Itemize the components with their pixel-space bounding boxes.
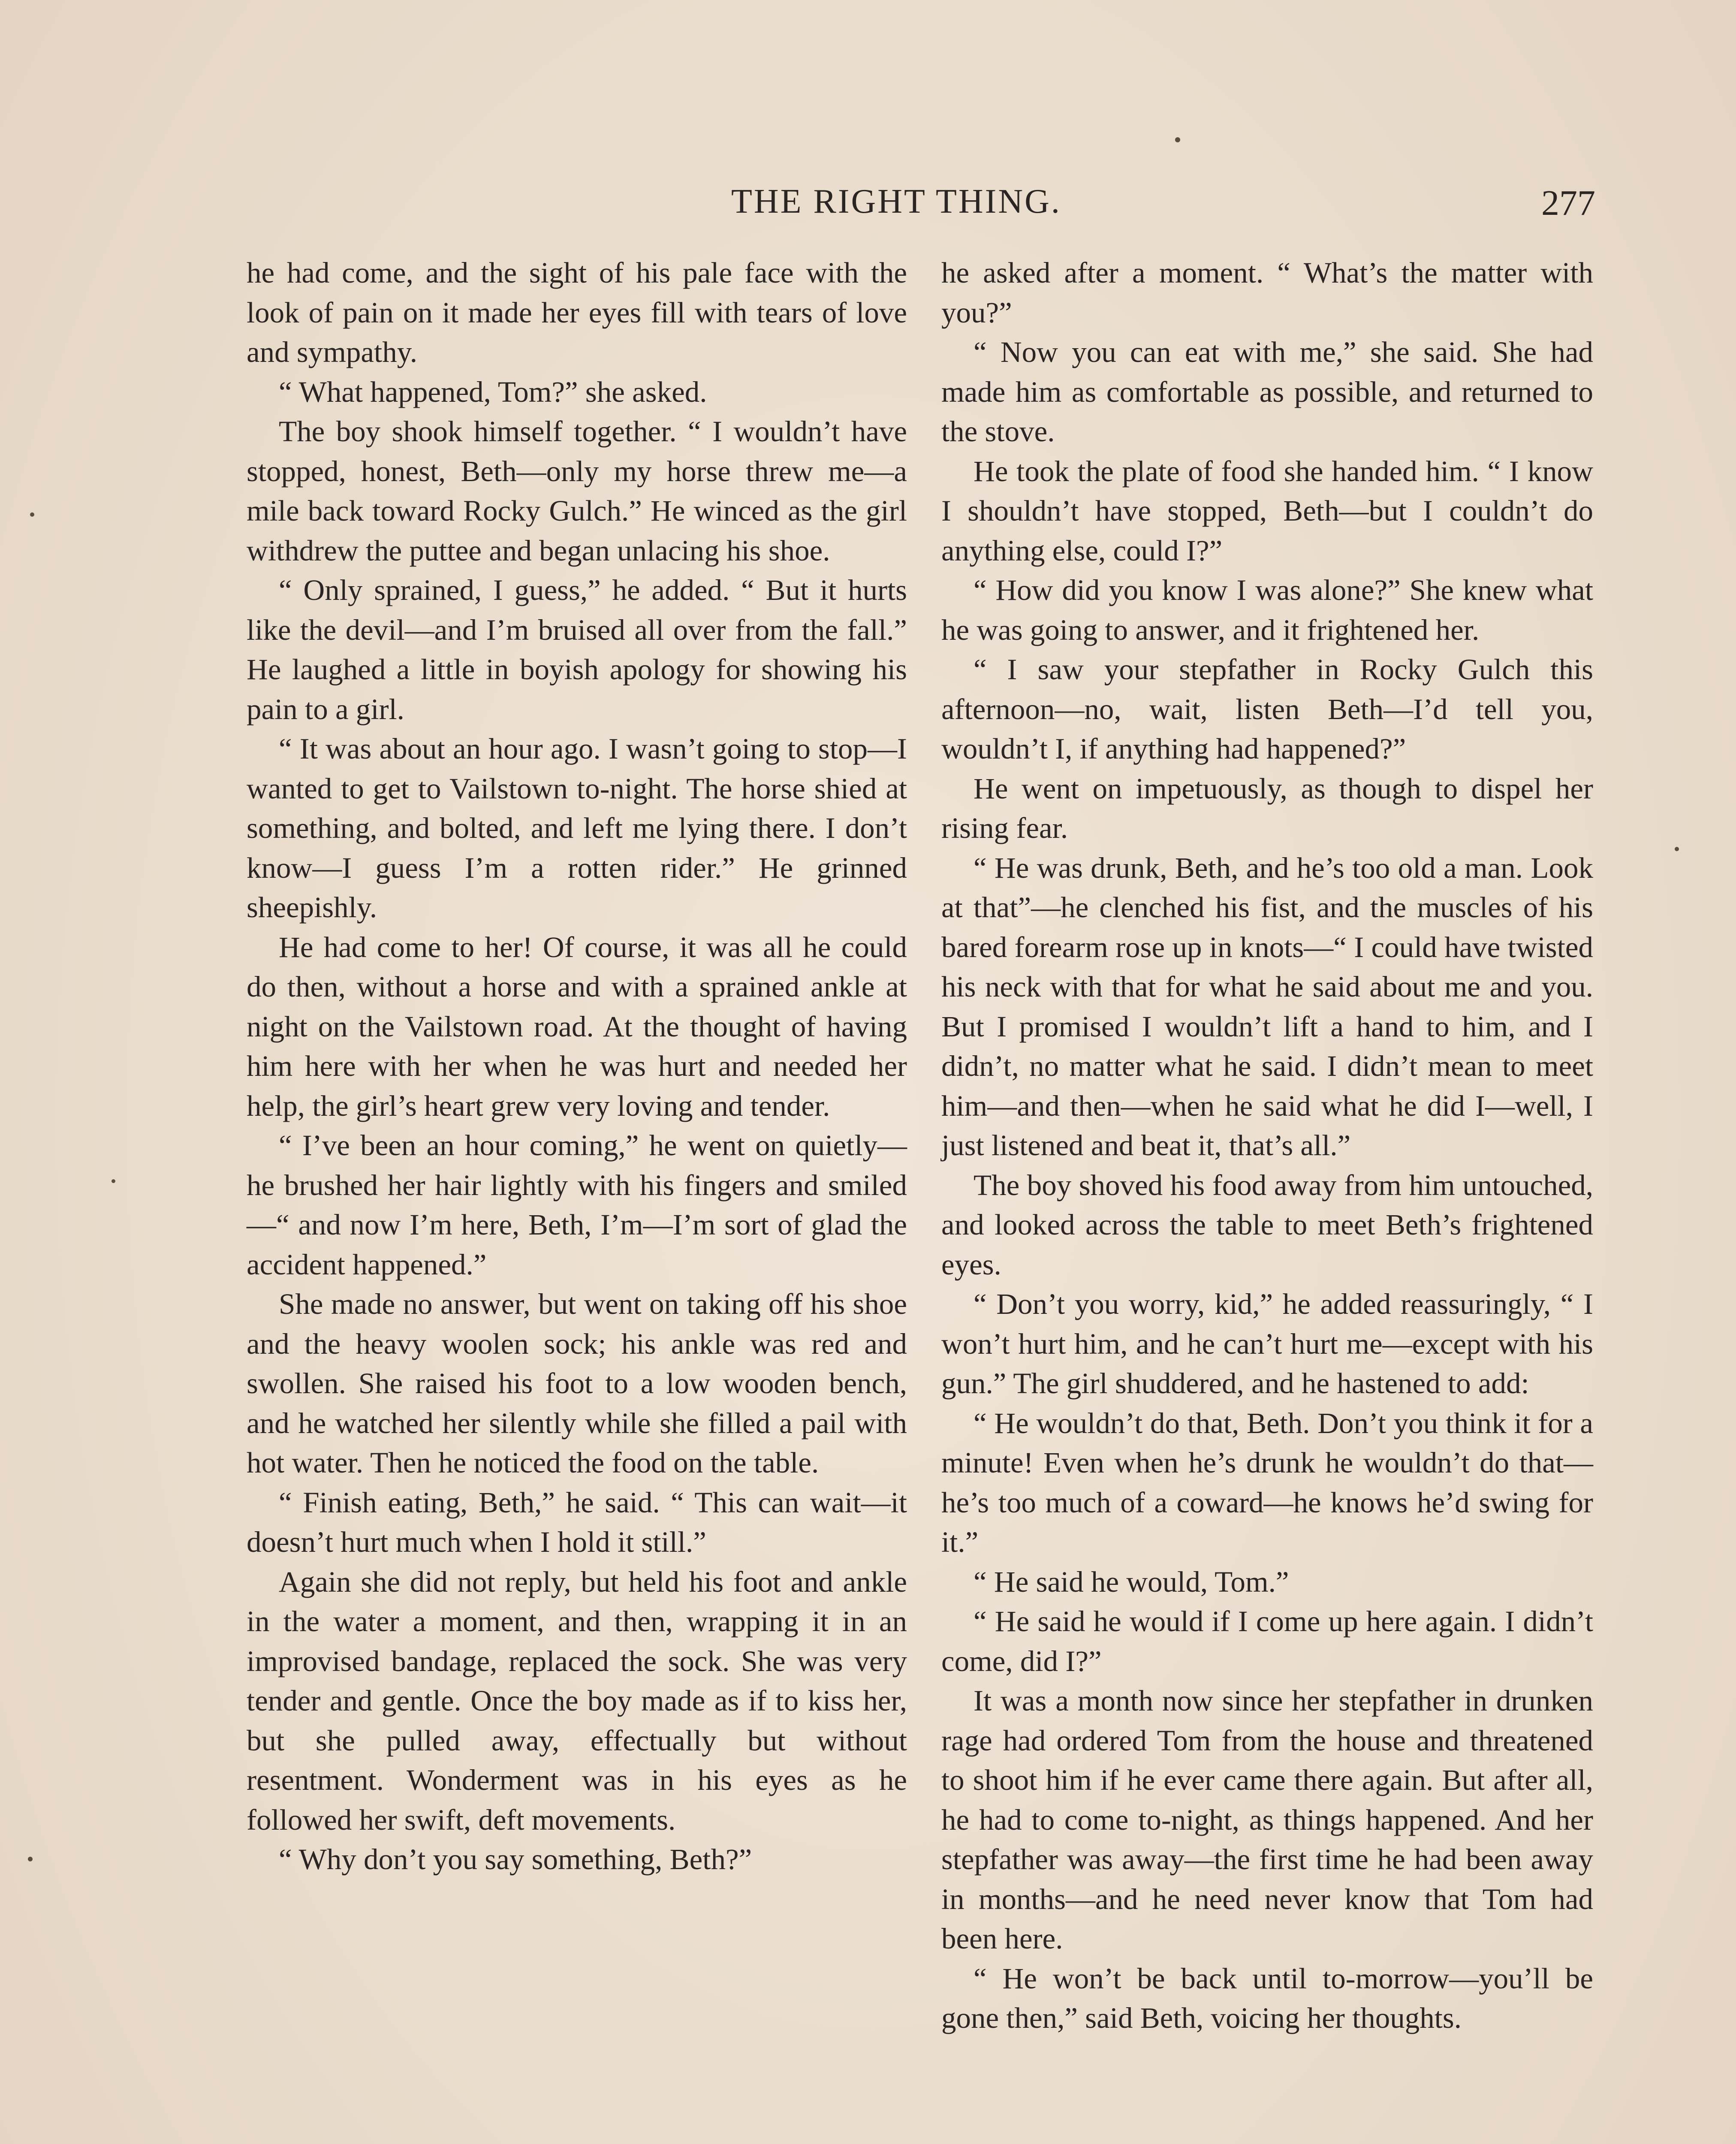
right-column-paragraph: “ He won’t be back until to-morrow—you’ll be gone then,” said Beth, voicing her thoughts. [941, 1962, 1593, 2034]
left-text-column [247, 253, 907, 1879]
right-column-paragraph: “ He wouldn’t do that, Beth. Don’t you think it for a minute! Even when he’s drunk he wouldn’t do that—he’s too much of a coward—he knows he’d swing for it.” [941, 1406, 1593, 1558]
right-column-paragraph: he asked after a moment. “ What’s the matter with you?” [941, 256, 1593, 329]
edge-speck [112, 1179, 115, 1183]
edge-speck [30, 512, 34, 517]
edge-speck [1675, 847, 1679, 851]
right-column-paragraph: “ Don’t you worry, kid,” he added reassuringly, “ I won’t hurt him, and he can’t hurt me—except with his gun.” The girl shuddered, and he hastened to add: [941, 1288, 1593, 1400]
edge-speck [28, 1857, 33, 1861]
right-column-paragraph: The boy shoved his food away from him untouched, and looked across the table to meet Beth’s frightened eyes. [941, 1168, 1593, 1281]
right-column-paragraph: “ Now you can eat with me,” she said. She had made him as comfortable as possible, and returned to the stove. [941, 336, 1593, 448]
right-text-column [941, 253, 1593, 2038]
edge-speck [1175, 137, 1180, 142]
left-column-paragraph: he had come, and the sight of his pale face with the look of pain on it made her eyes fill with tears of love and sympathy. [247, 256, 907, 368]
right-column-paragraph: “ He was drunk, Beth, and he’s too old a man. Look at that”—he clenched his fist, and the muscles of his bared forearm rose up in knots—“ I could have twisted his neck with that for what he said about me and you. But I promised I wouldn’t lift a hand to him, and I didn’t, no matter what he said. I didn’t mean to meet him—and then—when he said what he did I—well, I just listened and beat it, that’s all.” [941, 851, 1593, 1162]
left-column-paragraph: He had come to her! Of course, it was all he could do then, without a horse and with a sprained ankle at night on the Vailstown road. At the thought of having him here with her when he was hurt and needed her help, the girl’s heart grew very loving and tender. [247, 930, 907, 1122]
left-column-paragraph: “ Finish eating, Beth,” he said. “ This can wait—it doesn’t hurt much when I hold it still.” [247, 1486, 907, 1558]
left-column-paragraph: “ Why don’t you say something, Beth?” [279, 1843, 752, 1876]
left-column-paragraph: “ I’ve been an hour coming,” he went on quietly—he brushed her hair lightly with his fingers and smiled—“ and now I’m here, Beth, I’m—I’m sort of glad the accident happened.” [247, 1129, 907, 1281]
page-number: 277 [1541, 183, 1595, 223]
right-column-paragraph: It was a month now since her stepfather in drunken rage had ordered Tom from the house and threatened to shoot him if he ever came there again. But after all, he had to come to-night, as things happened. And her stepfather was away—the first time he had been away in months—and he need never know that Tom had been here. [941, 1684, 1593, 1955]
left-column-paragraph: The boy shook himself together. “ I wouldn’t have stopped, honest, Beth—only my horse threw me—a mile back toward Rocky Gulch.” He winced as the girl withdrew the puttee and began unlacing his shoe. [247, 415, 907, 567]
right-column-paragraph: “ How did you know I was alone?” She knew what he was going to answer, and it frightened her. [941, 574, 1593, 646]
page-header [249, 182, 1595, 229]
left-column-paragraph: “ It was about an hour ago. I wasn’t going to stop—I wanted to get to Vailstown to-night. The horse shied at something, and bolted, and left me lying there. I don’t know—I guess I’m a rotten rider.” He grinned sheepishly. [247, 732, 907, 924]
right-column-paragraph: “ He said he would, Tom.” [973, 1565, 1289, 1598]
running-title: THE RIGHT THING. [731, 183, 1061, 220]
right-column-paragraph: “ I saw your stepfather in Rocky Gulch this afternoon—no, wait, listen Beth—I’d tell you, wouldn’t I, if anything had happened?” [941, 653, 1593, 765]
right-column-paragraph: “ He said he would if I come up here again. I didn’t come, did I?” [941, 1605, 1593, 1677]
right-column-paragraph: He took the plate of food she handed him. “ I know I shouldn’t have stopped, Beth—but I couldn’t do anything else, could I?” [941, 455, 1593, 567]
left-column-paragraph: She made no answer, but went on taking off his shoe and the heavy woolen sock; his ankle was red and swollen. She raised his foot to a low wooden bench, and he watched her silently while she filled a pail with hot water. Then he noticed the food on the table. [247, 1288, 907, 1479]
left-column-paragraph: “ What happened, Tom?” she asked. [279, 375, 707, 408]
left-column-paragraph: “ Only sprained, I guess,” he added. “ But it hurts like the devil—and I’m bruised all over from the fall.” He laughed a little in boyish apology for showing his pain to a girl. [247, 574, 907, 726]
left-column-paragraph: Again she did not reply, but held his foot and ankle in the water a moment, and then, wrapping it in an improvised bandage, replaced the sock. She was very tender and gentle. Once the boy made as if to kiss her, but she pulled away, effectually but without resentment. Wonderment was in his eyes as he followed her swift, deft movements. [247, 1565, 907, 1836]
right-column-paragraph: He went on impetuously, as though to dispel her rising fear. [941, 772, 1593, 844]
